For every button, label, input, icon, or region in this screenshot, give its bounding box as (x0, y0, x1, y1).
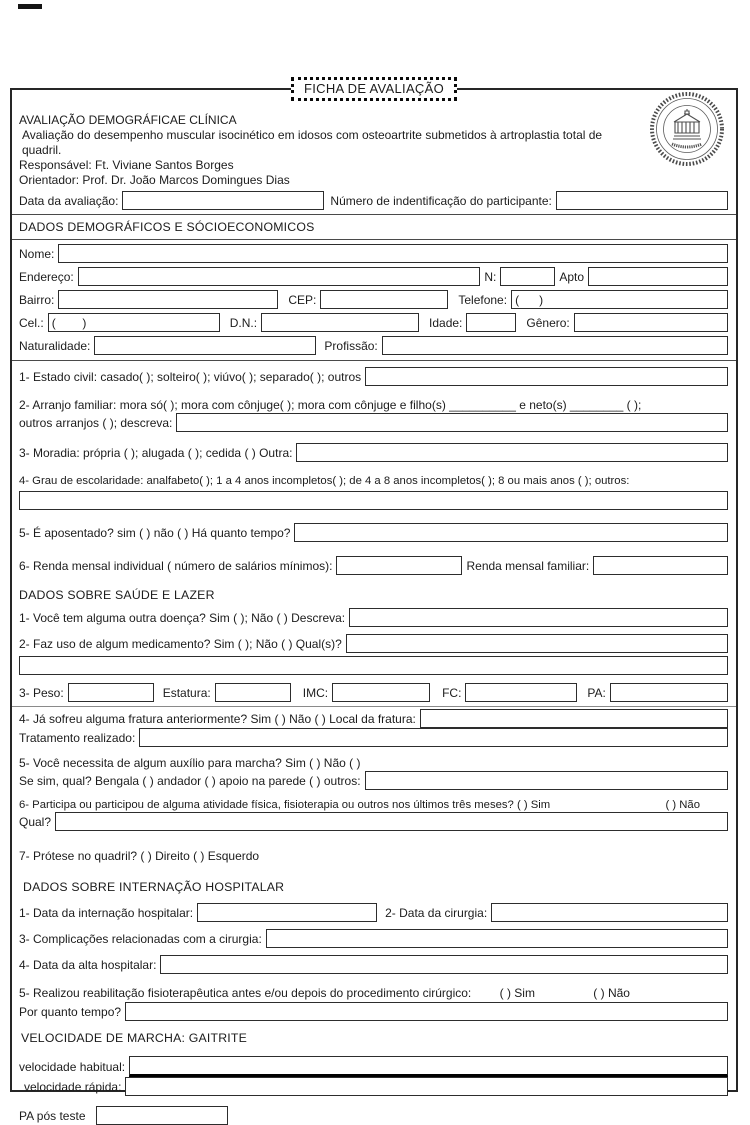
local-fratura-input[interactable] (420, 709, 728, 728)
imc-input[interactable] (332, 683, 430, 702)
cep-label: CEP: (288, 292, 317, 307)
auxilio-outros-input[interactable] (365, 771, 728, 790)
nome-input[interactable] (58, 244, 728, 263)
atividade-row2 (19, 812, 728, 831)
naturalidade-label: Naturalidade: (19, 338, 91, 353)
auxilio-line1: 5- Você necessita de algum auxílio para marcha? Sim ( ) Não ( ) (19, 756, 361, 770)
participant-id-label: Número de indentificação do participante: (330, 193, 552, 208)
evaluation-row (19, 191, 728, 210)
separator (12, 239, 736, 240)
separator (12, 360, 736, 361)
tratamento-label: Tratamento realizado: (19, 730, 136, 745)
atividade-nao-option: ( ) Não (665, 799, 700, 811)
idade-input[interactable] (466, 313, 516, 332)
reabilitacao-line1 (19, 986, 728, 1000)
estado-civil-row (19, 367, 728, 386)
separator (12, 214, 736, 215)
pa-label: PA: (587, 685, 606, 700)
data-cirurgia-input[interactable] (491, 903, 728, 922)
data-cirurgia-label: 2- Data da cirurgia: (385, 905, 488, 920)
escolaridade-outros-input[interactable] (19, 491, 728, 510)
scan-artifact-mark (18, 4, 42, 9)
cep-input[interactable] (320, 290, 448, 309)
profissao-input[interactable] (382, 336, 728, 355)
complicacoes-row (19, 929, 728, 948)
reabilitacao-label: 5- Realizou reabilitação fisioterapêutica antes e/ou depois do procedimento cirúrgico: (19, 986, 472, 1000)
bairro-label: Bairro: (19, 292, 55, 307)
apto-label: Apto (559, 269, 584, 284)
separator (12, 706, 736, 707)
medidas-row (19, 683, 728, 702)
imc-label: IMC: (302, 685, 329, 700)
medicamento-qual-input-2[interactable] (19, 656, 728, 675)
velocidade-habitual-row (19, 1056, 728, 1077)
telefone-input[interactable]: ( ) (511, 290, 728, 309)
section-health-heading: DADOS SOBRE SAÚDE E LAZER (19, 588, 215, 602)
pa-pos-teste-row (19, 1106, 728, 1125)
responsible-line: Responsável: Ft. Viviane Santos Borges (19, 158, 234, 172)
fc-input[interactable] (465, 683, 577, 702)
data-internacao-label: 1- Data da internação hospitalar: (19, 905, 194, 920)
study-description: Avaliação do desempenho muscular isocinético em idosos com osteoartrite submetidos à artroplastia total de quadril. (22, 128, 603, 157)
numero-input[interactable] (500, 267, 555, 286)
tempo-label: Por quanto tempo? (19, 1004, 122, 1019)
fc-label: FC: (442, 685, 462, 700)
alta-row (19, 955, 728, 974)
dn-input[interactable] (261, 313, 419, 332)
velocidade-habitual-label: velocidade habitual: (19, 1059, 126, 1074)
profissao-label: Profissão: (324, 338, 378, 353)
medicamento-row (19, 634, 728, 653)
arranjo-familiar-line1: 2- Arranjo familiar: mora só( ); mora com cônjuge( ); mora com cônjuge e filho(s) __________ e neto(s) ________ ( ); (19, 398, 642, 412)
peso-input[interactable] (68, 683, 154, 702)
arranjo-descreva-input[interactable] (176, 413, 728, 432)
endereco-label: Endereço: (19, 269, 74, 284)
apto-input[interactable] (588, 267, 728, 286)
section-gait-heading: VELOCIDADE DE MARCHA: GAITRITE (21, 1031, 248, 1045)
atividade-qual-input[interactable] (55, 812, 728, 831)
eval-date-label: Data da avaliação: (19, 193, 119, 208)
renda-individual-label: 6- Renda mensal individual ( número de salários mínimos): (19, 558, 333, 573)
cel-label: Cel.: (19, 315, 44, 330)
header-heading: AVALIAÇÃO DEMOGRÁFICAE CLÍNICA (19, 113, 237, 127)
estatura-label: Estatura: (162, 685, 211, 700)
doenca-descreva-input[interactable] (349, 608, 728, 627)
renda-individual-input[interactable] (336, 556, 462, 575)
bairro-input[interactable] (58, 290, 278, 309)
internacao-row (19, 903, 728, 922)
tratamento-realizado-input[interactable] (139, 728, 728, 747)
aposentado-row (19, 523, 728, 542)
genero-label: Gênero: (526, 315, 570, 330)
tratamento-row (19, 728, 728, 747)
naturalidade-input[interactable] (94, 336, 316, 355)
reabilitacao-nao-option: ( ) Não (593, 986, 630, 1000)
renda-familiar-label: Renda mensal familiar: (466, 558, 590, 573)
reabilitacao-row2 (19, 1002, 728, 1021)
participant-id-input[interactable] (556, 191, 728, 210)
moradia-label: 3- Moradia: própria ( ); alugada ( ); cedida ( ) Outra: (19, 445, 293, 460)
cel-input[interactable]: ( ) (48, 313, 220, 332)
moradia-outra-input[interactable] (296, 443, 728, 462)
pa-input[interactable] (610, 683, 728, 702)
advisor-line: Orientador: Prof. Dr. João Marcos Domingues Dias (19, 173, 290, 187)
data-internacao-input[interactable] (197, 903, 377, 922)
endereco-row (19, 267, 728, 286)
genero-input[interactable] (574, 313, 728, 332)
peso-label: 3- Peso: (19, 685, 64, 700)
form-container (10, 81, 738, 1123)
estatura-input[interactable] (215, 683, 291, 702)
numero-label: N: (484, 269, 497, 284)
nome-row (19, 244, 728, 263)
pa-pos-teste-label: PA pós teste (19, 1108, 86, 1123)
medicamento-label: 2- Faz uso de algum medicamento? Sim ( ); Não ( ) Qual(s)? (19, 636, 342, 651)
renda-familiar-input[interactable] (593, 556, 728, 575)
doenca-label: 1- Você tem alguma outra doença? Sim ( ); Não ( ) Descreva: (19, 610, 346, 625)
form-header (19, 113, 728, 188)
nome-label: Nome: (19, 246, 55, 261)
velocidade-rapida-row (19, 1077, 728, 1096)
idade-label: Idade: (429, 315, 463, 330)
atividade-line1 (19, 799, 728, 811)
arranjo-familiar-row2 (19, 413, 728, 432)
complicacoes-label: 3- Complicações relacionadas com a cirurgia: (19, 931, 262, 946)
reabilitacao-tempo-input[interactable] (125, 1002, 728, 1021)
escolaridade-line: 4- Grau de escolaridade: analfabeto( ); 1 a 4 anos incompletos( ); de 4 a 8 anos incompletos( ); 8 ou mais anos ( ); outros: (19, 475, 630, 487)
velocidade-rapida-input[interactable] (125, 1077, 728, 1096)
protese-line: 7- Prótese no quadril? ( ) Direito ( ) Esquerdo (19, 849, 260, 863)
velocidade-habitual-input[interactable] (129, 1056, 728, 1077)
form-title: FICHA DE AVALIAÇÃO (291, 77, 457, 101)
fratura-row (19, 709, 728, 728)
dn-label: D.N.: (229, 315, 258, 330)
complicacoes-input[interactable] (266, 929, 728, 948)
bairro-row (19, 290, 728, 309)
atividade-qual-label: Qual? (19, 814, 52, 829)
renda-row (19, 556, 728, 575)
arranjo-descreva-label: outros arranjos ( ); descreva: (19, 415, 173, 430)
auxilio-row2 (19, 771, 728, 790)
reabilitacao-sim-option: ( ) Sim (499, 986, 535, 1000)
section-demographics-heading: DADOS DEMOGRÁFICOS E SÓCIOECONOMICOS (19, 220, 315, 234)
eval-date-input[interactable] (122, 191, 324, 210)
doenca-row (19, 608, 728, 627)
velocidade-rapida-label: velocidade rápida: (24, 1079, 122, 1094)
moradia-row (19, 443, 728, 462)
data-alta-label: 4- Data da alta hospitalar: (19, 957, 157, 972)
endereco-input[interactable] (78, 267, 481, 286)
aposentado-tempo-input[interactable] (294, 523, 728, 542)
estado-civil-label: 1- Estado civil: casado( ); solteiro( ); viúvo( ); separado( ); outros (19, 369, 362, 384)
pa-pos-teste-input[interactable] (96, 1106, 228, 1125)
medicamento-qual-input[interactable] (346, 634, 728, 653)
aposentado-label: 5- É aposentado? sim ( ) não ( ) Há quanto tempo? (19, 525, 291, 540)
fratura-label: 4- Já sofreu alguma fratura anteriormente? Sim ( ) Não ( ) Local da fratura: (19, 711, 416, 726)
estado-civil-outros-input[interactable] (365, 367, 728, 386)
auxilio-label: Se sim, qual? Bengala ( ) andador ( ) apoio na parede ( ) outros: (19, 773, 361, 788)
naturalidade-row (19, 336, 728, 355)
cel-row (19, 313, 728, 332)
section-hospital-heading: DADOS SOBRE INTERNAÇÃO HOSPITALAR (23, 880, 285, 894)
atividade-label: 6- Participa ou participou de alguma atividade física, fisioterapia ou outros nos últimos três meses? ( ) Sim (19, 799, 551, 811)
telefone-label: Telefone: (458, 292, 508, 307)
university-seal-icon (650, 92, 724, 166)
data-alta-input[interactable] (160, 955, 728, 974)
